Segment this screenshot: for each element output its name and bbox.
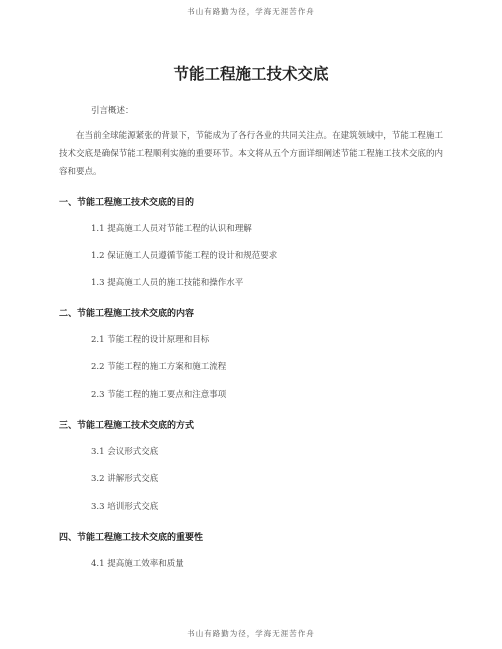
section-3-item-2: 3.2 讲解形式交底 — [91, 474, 159, 484]
section-3-item-3: 3.3 培训形式交底 — [91, 502, 159, 512]
section-2-item-1: 2.1 节能工程的设计原理和目标 — [91, 335, 210, 345]
section-4-item-1: 4.1 提高施工效率和质量 — [91, 559, 184, 569]
section-1-item-3: 1.3 提高施工人员的施工技能和操作水平 — [91, 278, 244, 288]
section-heading-4: 四、节能工程施工技术交底的重要性 — [59, 533, 204, 543]
section-1-item-2: 1.2 保证施工人员遵循节能工程的设计和规范要求 — [91, 251, 278, 261]
section-3-item-1: 3.1 会议形式交底 — [91, 447, 159, 457]
section-2-item-2: 2.2 节能工程的施工方案和施工流程 — [91, 362, 227, 372]
document-title: 节能工程施工技术交底 — [173, 65, 329, 83]
page-header-motto: 书山有路勤为径，学海无涯苦作舟 — [187, 7, 315, 16]
intro-label: 引言概述： — [91, 106, 134, 116]
section-2-item-3: 2.3 节能工程的施工要点和注意事项 — [91, 390, 227, 400]
section-heading-2: 二、节能工程施工技术交底的内容 — [59, 309, 195, 319]
section-heading-3: 三、节能工程施工技术交底的方式 — [59, 421, 195, 431]
intro-paragraph: 在当前全球能源紧张的背景下，节能成为了各行各业的共同关注点。在建筑领域中，节能工程施工技术交底是确保节能工程顺利实施的重要环节。本文将从五个方面详细阐述节能工程施工技术交底的内容和要点。 — [59, 131, 443, 177]
section-1-item-1: 1.1 提高施工人员对节能工程的认识和理解 — [91, 224, 252, 234]
page-footer-motto: 书山有路勤为径，学海无涯苦作舟 — [187, 629, 315, 638]
section-heading-1: 一、节能工程施工技术交底的目的 — [59, 198, 195, 208]
